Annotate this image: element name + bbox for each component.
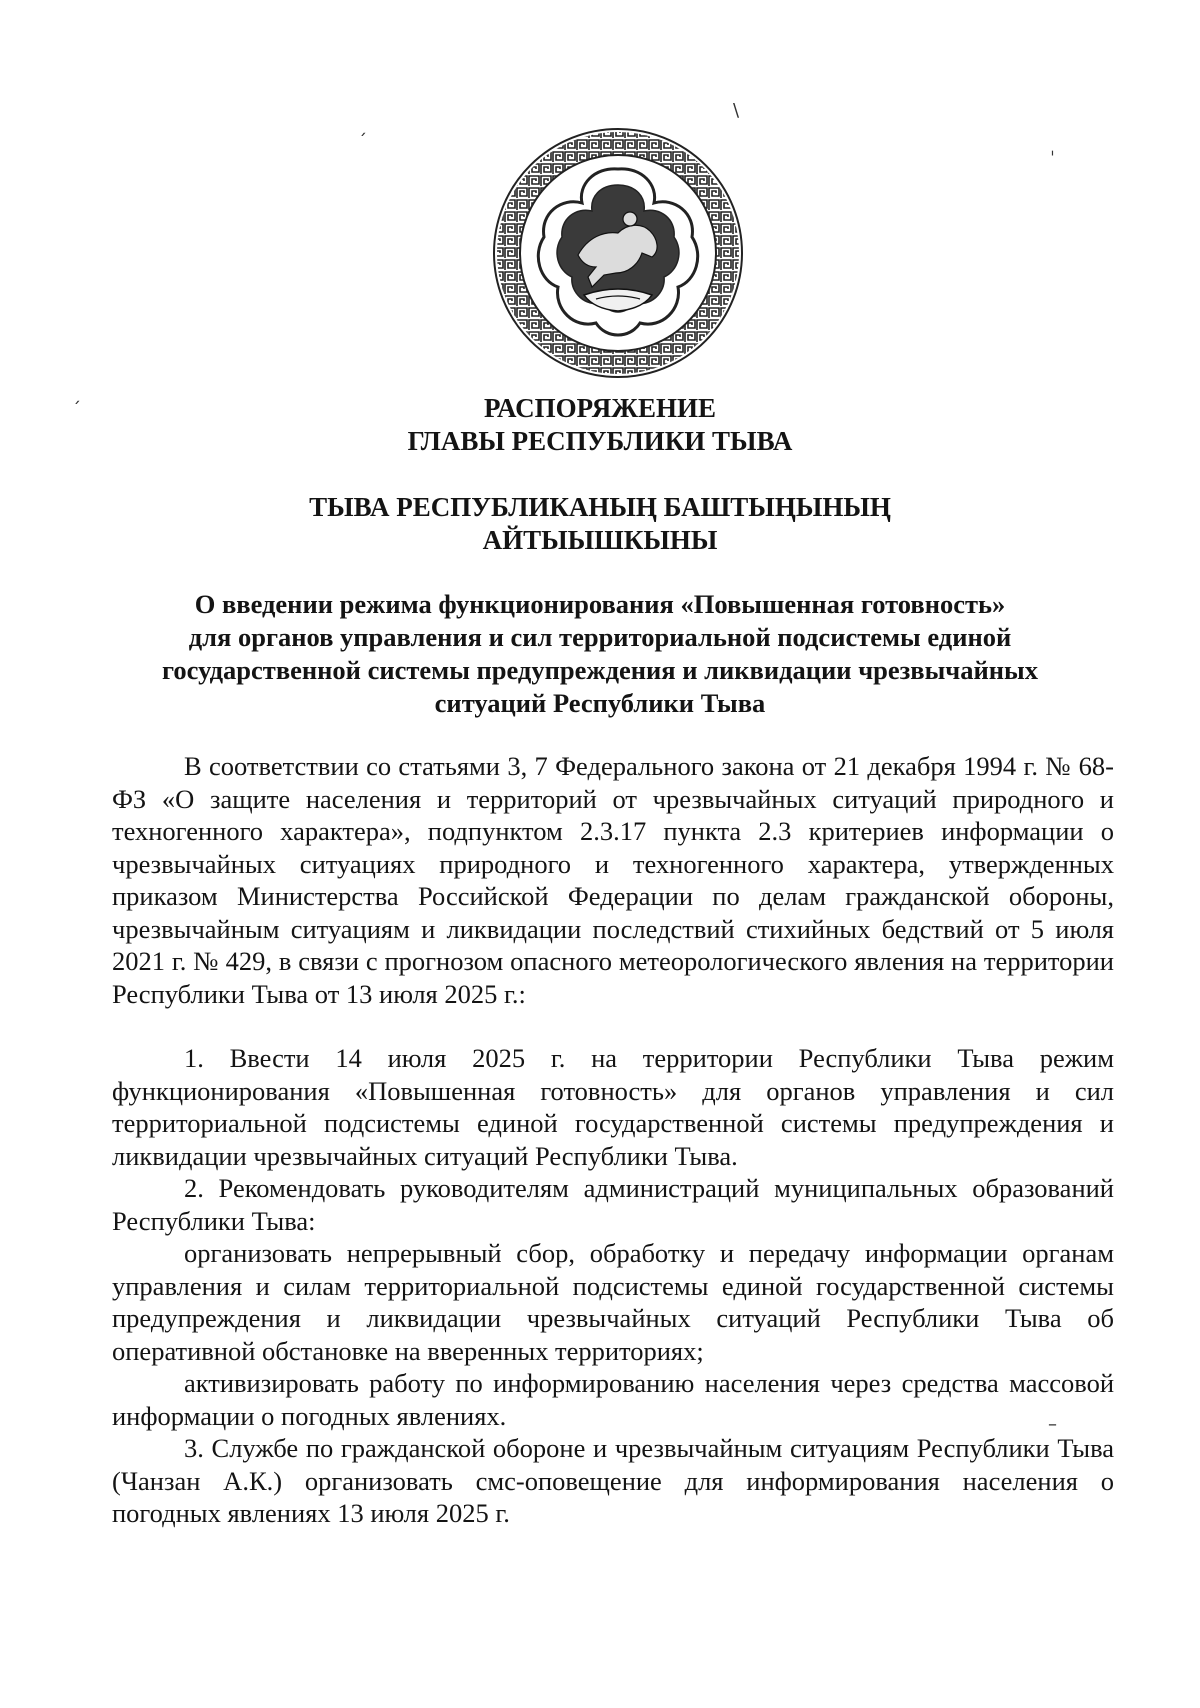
coat-of-arms-emblem — [492, 127, 744, 379]
subject-line2: для органов управления и сил территориальной подсистемы единой — [188, 622, 1012, 652]
scan-speck: ˏ — [358, 116, 367, 137]
item-1: 1. Ввести 14 июля 2025 г. на территории Республики Тыва режим функционирования «Повышенная готовность» для органов управления и сил территориальной подсистемы единой государственной системы предупреждения и ликвидации чрезвычайных ситуаций Республики Тыва. — [112, 1043, 1114, 1171]
subject-line3: государственной системы предупреждения и ликвидации чрезвычайных — [162, 655, 1038, 685]
order-items — [112, 1042, 1114, 1530]
document-title-tuvan — [140, 491, 1060, 557]
preamble — [112, 750, 1114, 1010]
item-2: 2. Рекомендовать руководителям администраций муниципальных образований Республики Тыва: — [112, 1173, 1114, 1236]
document-title — [140, 392, 1060, 458]
subject-line1: О введении режима функционирования «Повышенная готовность» — [194, 589, 1006, 619]
scan-speck: \ — [733, 100, 740, 121]
scan-speck: ˏ — [72, 384, 81, 405]
preamble-paragraph: В соответствии со статьями 3, 7 Федерального закона от 21 декабря 1994 г. № 68-ФЗ «О защите населения и территорий от чрезвычайных ситуаций природного и техногенного характера», подпунктом 2.3.17 пункта 2.3 критериев информации о чрезвычайных ситуациях природного и техногенного характера, утвержденных приказом Министерства Российской Федерации по делам гражданской обороны, чрезвычайным ситуациям и ликвидации последствий стихийных бедствий от 5 июля 2021 г. № 429, в связи с прогнозом опасного метеорологического явления на территории Республики Тыва от 13 июля 2025 г.: — [112, 751, 1114, 1009]
tuvan-title-line2: АЙТЫЫШКЫНЫ — [482, 525, 718, 555]
item-2-subitem-a: организовать непрерывный сбор, обработку и передачу информации органам управления и силам территориальной подсистемы единой государственной системы предупреждения и ликвидации чрезвычайных ситуаций Республики Тыва об оперативной обстановке на вверенных территориях; — [112, 1238, 1114, 1366]
subject-line4: ситуаций Республики Тыва — [434, 688, 766, 718]
title-line-order: РАСПОРЯЖЕНИЕ — [483, 393, 717, 423]
item-2-subitem-b: активизировать работу по информированию населения через средства массовой информации о погодных явлениях. — [112, 1368, 1114, 1431]
title-line-head: ГЛАВЫ РЕСПУБЛИКИ ТЫВА — [407, 426, 793, 456]
scan-speck: – — [1048, 1414, 1057, 1435]
document-subject — [140, 588, 1060, 720]
item-3: 3. Службе по гражданской обороне и чрезвычайным ситуациям Республики Тыва (Чанзан А.К.) организовать смс-оповещение для информирования населения о погодных явлениях 13 июля 2025 г. — [112, 1433, 1114, 1528]
tuvan-title-line1: ТЫВА РЕСПУБЛИКАНЫҢ БАШТЫҢЫНЫҢ — [309, 492, 891, 522]
scan-speck: ˈ — [1050, 148, 1055, 169]
